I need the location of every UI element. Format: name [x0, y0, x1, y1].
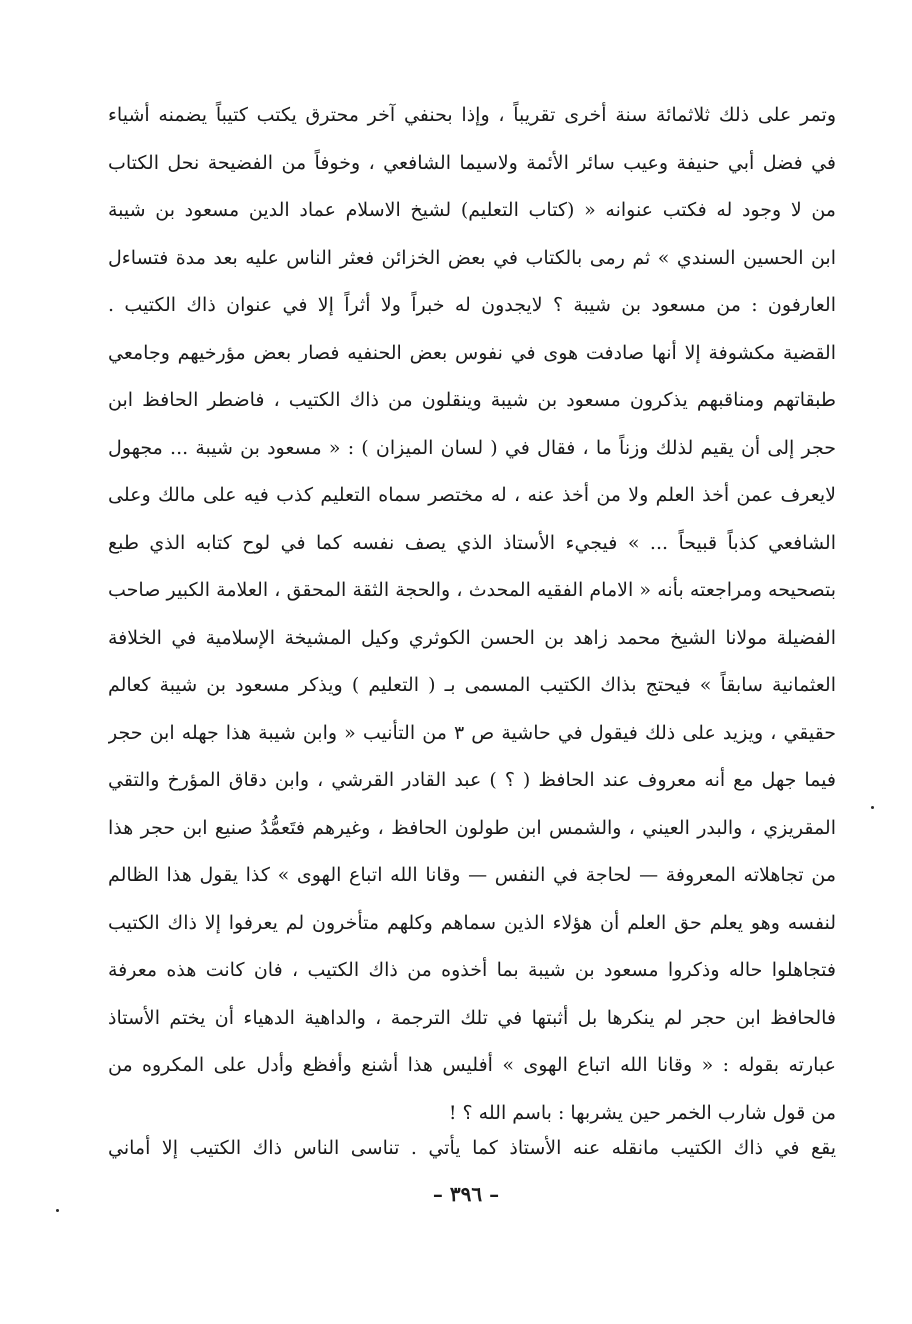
footnote-line: يقع في ذاك الكتيب مانقله عنه الأستاذ كما يأتي . تناسى الناس ذاك الكتيب إلا أماني: [108, 1137, 836, 1159]
text-line-8: حجر إلى أن يقيم لذلك وزناً ما ، فقال في ( لسان الميزان ) : « مسعود بن شيبة ... مجهول: [108, 436, 836, 459]
text-line-16: المقريزي ، والبدر العيني ، والشمس ابن طولون الحافظ ، وغيرهم فتَعمُّدُ صنيع ابن حجر هذا: [108, 816, 836, 839]
text-line-9: لايعرف عمن أخذ العلم ولا من أخذ عنه ، له مختصر سماه التعليم كذب فيه على مالك وعلى: [108, 484, 836, 506]
text-line-22: من قول شارب الخمر حين يشربها : باسم الله ؟ !: [448, 1101, 836, 1124]
text-line-19: فتجاهلوا حاله وذكروا مسعود بن شيبة بما أخذوه من ذاك الكتيب ، فان كانت هذه معرفة: [108, 959, 836, 981]
text-line-20: فالحافظ ابن حجر لم ينكرها بل أثبتها في تلك الترجمة ، والداهية الدهياء أن يختم الأستاذ: [108, 1006, 836, 1029]
text-line-1: وتمر على ذلك ثلاثمائة سنة أخرى تقريباً ، وإذا بحنفي آخر محترق يكتب كتيباً يضمنه أشياء: [108, 104, 836, 126]
text-line-12: الفضيلة مولانا الشيخ محمد زاهد بن الحسن الكوثري وكيل المشيخة الإسلامية في الخلافة: [108, 626, 836, 649]
text-line-5: العارفون : من مسعود بن شيبة ؟ لايجدون له خبراً ولا أثراً إلا في عنوان ذاك الكتيب .: [108, 294, 836, 316]
scan-speck: [871, 806, 874, 809]
text-line-10: الشافعي كذباً قبيحاً ... » فيجيء الأستاذ الذي يصف نفسه كما في لوح كتابه الذي طبع: [108, 531, 836, 554]
text-line-13: العثمانية سابقاً » فيحتج بذاك الكتيب المسمى بـ ( التعليم ) ويذكر مسعود بن شيبة كعالم: [108, 674, 836, 696]
text-line-2: في فضل أبي حنيفة وعيب سائر الأئمة ولاسيما الشافعي ، وخوفاً من الفضيحة نحل الكتاب: [108, 151, 836, 174]
text-line-11: بتصحيحه ومراجعته بأنه « الامام الفقيه المحدث ، والحجة الثقة المحقق ، العلامة الكبير صاحب: [108, 579, 836, 601]
text-line-14: حقيقي ، ويزيد على ذلك فيقول في حاشية ص ٣ من التأنيب « وابن شيبة هذا جهله ابن حجر: [108, 721, 836, 744]
page-number: – ٣٩٦ –: [432, 1182, 500, 1206]
text-line-3: من لا وجود له فكتب عنوانه « (كتاب التعليم) لشيخ الاسلام عماد الدين مسعود بن شيبة: [108, 199, 836, 221]
text-line-18: لنفسه وهو يعلم حق العلم أن هؤلاء الذين سماهم وكلهم متأخرون لم يعرفوا إلا ذاك الكتيب: [108, 911, 836, 934]
footnote-block: [108, 1126, 836, 1170]
scan-speck: [56, 1209, 59, 1212]
text-line-4: ابن الحسين السندي » ثم رمى بالكتاب في بعض الخزائن فعثر الناس عليه بعد مدة فتساءل: [108, 246, 836, 269]
text-line-6: القضية مكشوفة إلا أنها صادفت هوى في نفوس بعض الحنفيه فصار بعض مؤرخيهم وجامعي: [108, 341, 836, 364]
text-line-21: عبارته بقوله : « وقانا الله اتباع الهوى » أفليس هذا أشنع وأفظع وأدل على المكروه من: [108, 1054, 836, 1076]
main-text-block: [108, 92, 836, 1137]
text-line-17: من تجاهلاته المعروفة — لحاجة في النفس — وقانا الله اتباع الهوى » كذا يقول هذا الظالم: [108, 864, 836, 886]
text-line-7: طبقاتهم ومناقبهم يذكرون مسعود بن شيبة وينقلون من ذاك الكتيب ، فاضطر الحافظ ابن: [108, 389, 836, 411]
text-line-15: فيما جهل مع أنه معروف عند الحافظ ( ؟ ) عبد القادر القرشي ، وابن دقاق المؤرخ والتقي: [108, 769, 836, 791]
